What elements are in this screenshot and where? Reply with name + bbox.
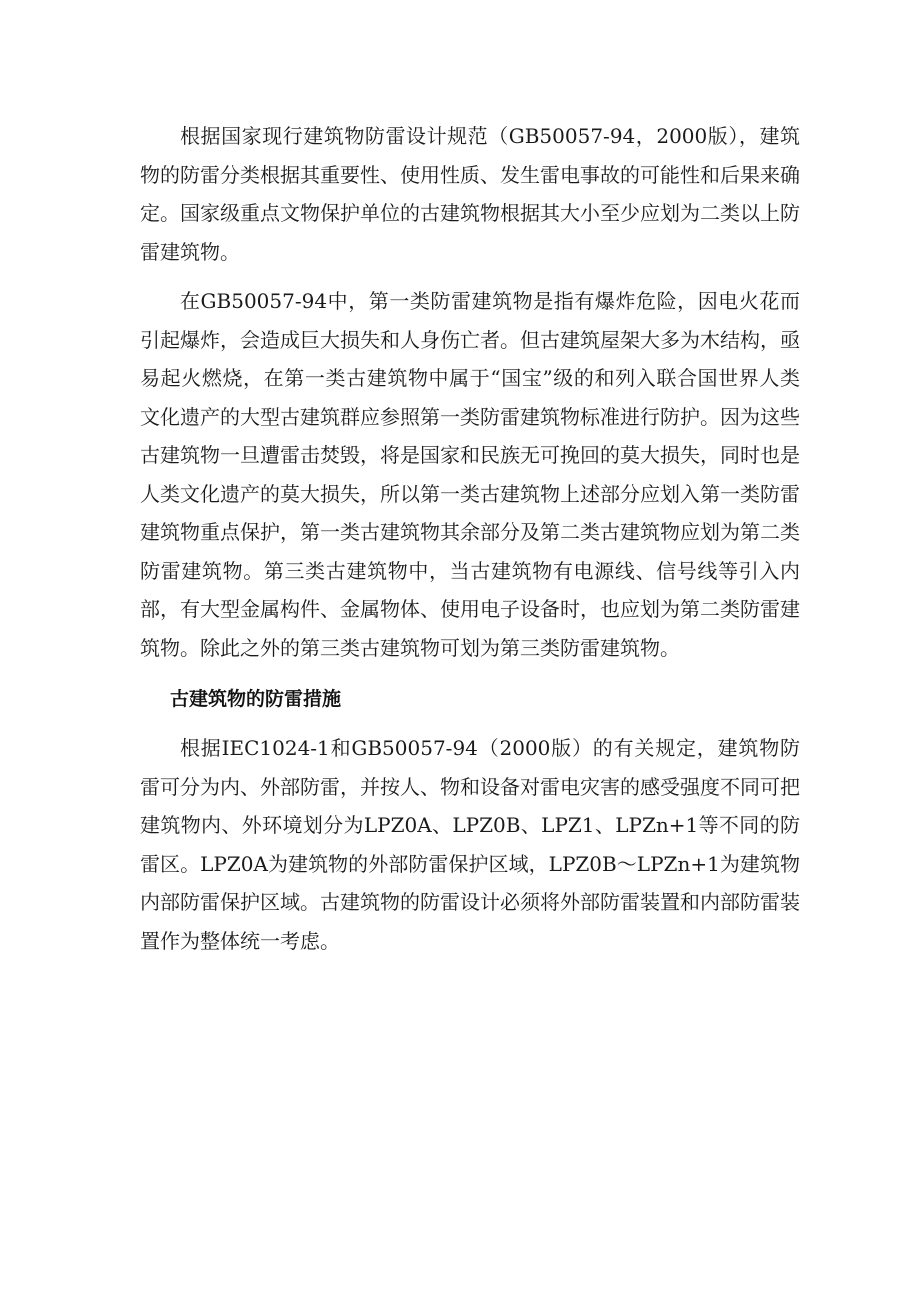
paragraph-protection-zones: 根据IEC1024-1和GB50057-94（2000版）的有关规定，建筑物防雷可分为内、外部防雷，并按人、物和设备对雷电灾害的感受强度不同可把建筑物内、外环境划分为LPZ0A、LPZ0B、LPZ1、LPZn+1等不同的防雷区。LPZ0A为建筑物的外部防雷保护区域，LPZ0B～LPZn+1为建筑物内部防雷保护区域。古建筑物的防雷设计必须将外部防雷装置和内部防雷装置作为整体统一考虑。 bbox=[140, 736, 800, 953]
document-page bbox=[140, 117, 800, 960]
paragraph-classification-basis: 根据国家现行建筑物防雷设计规范（GB50057-94，2000版），建筑物的防雷分类根据其重要性、使用性质、发生雷电事故的可能性和后果来确定。国家级重点文物保护单位的古建筑物根据其大小至少应划为二类以上防雷建筑物。 bbox=[140, 124, 800, 264]
section-heading-lightning-measures: 古建筑物的防雷措施 bbox=[170, 688, 342, 710]
paragraph-first-class-buildings: 在GB50057-94中，第一类防雷建筑物是指有爆炸危险，因电火花而引起爆炸，会造成巨大损失和人身伤亡者。但古建筑屋架大多为木结构，亟易起火燃烧，在第一类古建筑物中属于“国宝”级的和列入联合国世界人类文化遗产的大型古建筑群应参照第一类防雷建筑物标准进行防护。因为这些古建筑物一旦遭雷击焚毁，将是国家和民族无可挽回的莫大损失，同时也是人类文化遗产的莫大损失，所以第一类古建筑物上述部分应划入第一类防雷建筑物重点保护，第一类古建筑物其余部分及第二类古建筑物应划为第二类防雷建筑物。第三类古建筑物中，当古建筑物有电源线、信号线等引入内部，有大型金属构件、金属物体、使用电子设备时，也应划为第二类防雷建筑物。除此之外的第三类古建筑物可划为第三类防雷建筑物。 bbox=[140, 289, 800, 660]
